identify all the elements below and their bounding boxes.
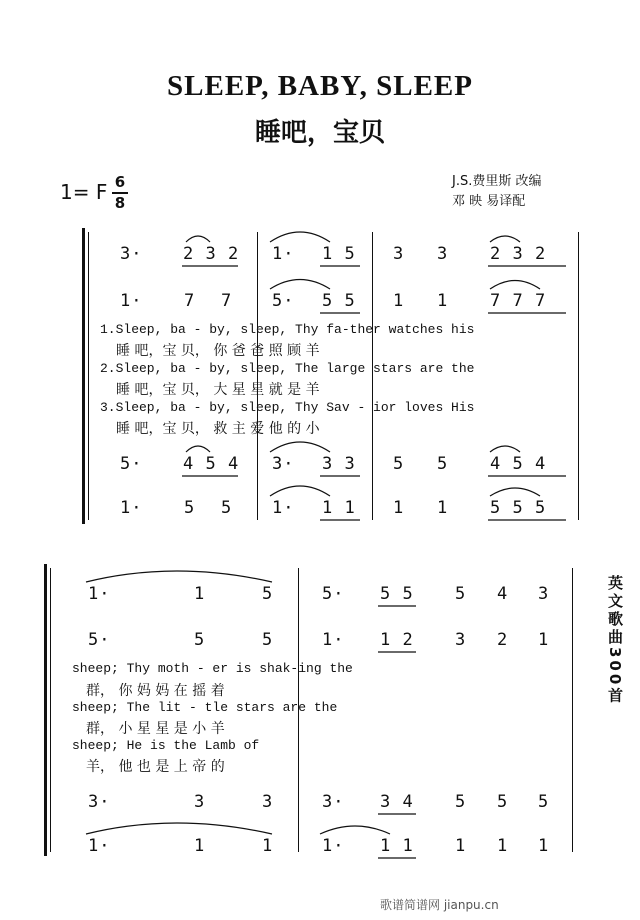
note: 1· [322, 836, 345, 856]
watermark: 歌谱简谱网 jianpu.cn [380, 898, 499, 912]
slur [490, 236, 520, 242]
lyric-line-en: sheep; He is the Lamb of [72, 738, 260, 753]
song-title: SLEEP, BABY, SLEEP [167, 70, 473, 102]
note: 5· [120, 454, 143, 474]
note: 1· [88, 836, 111, 856]
note: 1 5 [322, 244, 356, 264]
note: 5 [497, 792, 509, 812]
note: 1· [120, 291, 143, 311]
lyric-line-cn: 睡 吧，宝 贝， 大 星 星 就 是 羊 [116, 382, 320, 398]
note: 5 [437, 454, 449, 474]
note: 5 [194, 630, 206, 650]
slur [186, 236, 210, 242]
note: 1 1 [322, 498, 356, 518]
note: 1 [194, 836, 206, 856]
song-subtitle: 睡吧，宝贝 [254, 118, 385, 148]
slur [320, 826, 390, 834]
lyric-line-cn: 群， 你 妈 妈 在 摇 着 [86, 683, 225, 699]
note: 7 7 7 [490, 291, 547, 311]
note: 1 [194, 584, 206, 604]
note: 3 [437, 244, 449, 264]
note: 3 [393, 244, 405, 264]
note: 4 5 4 [183, 454, 240, 474]
note: 3 [538, 584, 550, 604]
note: 1 1 [380, 836, 414, 856]
time-signature-top: 6 [114, 173, 126, 191]
note: 3· [322, 792, 345, 812]
note: 4 [497, 584, 509, 604]
slur [270, 232, 330, 242]
note: 3· [120, 244, 143, 264]
slur [270, 442, 330, 452]
note: 5 [455, 584, 467, 604]
note: 5 [393, 454, 405, 474]
lyric-line-cn: 群， 小 星 星 是 小 羊 [86, 721, 225, 737]
lyric-line-cn: 睡 吧，宝 贝， 救 主 爱 他 的 小 [116, 421, 320, 437]
note: 1 [437, 498, 449, 518]
note: 5 5 5 [490, 498, 547, 518]
translator-credit: 邓 映 易译配 [452, 194, 526, 209]
note: 5· [322, 584, 345, 604]
lyric-line-en: sheep; Thy moth - er is shak-ing the [72, 661, 353, 676]
note: 3 3 [322, 454, 356, 474]
lyric-line-en: sheep; The lit - tle stars are the [72, 700, 338, 715]
note: 5 5 [322, 291, 356, 311]
note: 5 [262, 584, 274, 604]
lyric-line-cn: 羊， 他 也 是 上 帝 的 [86, 759, 225, 775]
note: 1 [455, 836, 467, 856]
slur [86, 571, 272, 582]
slur [186, 446, 210, 452]
note: 1 [497, 836, 509, 856]
note: 2 3 2 [183, 244, 240, 264]
note: 7 [184, 291, 196, 311]
note: 2 [497, 630, 509, 650]
note: 1 [393, 291, 405, 311]
note: 3 4 [380, 792, 414, 812]
lyric-line-cn: 睡 吧，宝 贝， 你 爸 爸 照 顾 羊 [116, 343, 320, 359]
note: 5· [272, 291, 295, 311]
note: 5 [221, 498, 233, 518]
slur [490, 281, 540, 290]
note: 1· [120, 498, 143, 518]
slur [490, 488, 540, 496]
note: 4 5 4 [490, 454, 547, 474]
note: 2 3 2 [490, 244, 547, 264]
note: 5 5 [380, 584, 414, 604]
lyric-line-en: 1.Sleep, ba - by, sleep, Thy fa-ther watches his [100, 322, 475, 337]
lyric-line-en: 3.Sleep, ba - by, sleep, Thy Sav - ior loves His [100, 400, 475, 415]
note: 3· [88, 792, 111, 812]
time-signature-bottom: 8 [114, 194, 126, 212]
slur [270, 280, 330, 290]
slur [490, 446, 520, 452]
note: 7 [221, 291, 233, 311]
key-signature: 1= F [60, 180, 108, 204]
note: 1 [538, 836, 550, 856]
note: 3 [194, 792, 206, 812]
note: 1· [88, 584, 111, 604]
note: 1 [538, 630, 550, 650]
note: 1 2 [380, 630, 414, 650]
note: 3 [262, 792, 274, 812]
lyric-line-en: 2.Sleep, ba - by, sleep, The large stars are the [100, 361, 475, 376]
note: 5 [455, 792, 467, 812]
note: 1· [322, 630, 345, 650]
note: 5 [538, 792, 550, 812]
note: 1 [393, 498, 405, 518]
slur [86, 823, 272, 834]
note: 5 [262, 630, 274, 650]
slur [270, 486, 330, 496]
book-title-sidebar: 英文歌曲300首 [606, 575, 624, 706]
note: 5· [88, 630, 111, 650]
note: 1 [437, 291, 449, 311]
arranger-credit: J.S.费里斯 改编 [452, 174, 542, 189]
note: 1· [272, 244, 295, 264]
note: 1 [262, 836, 274, 856]
note: 5 [184, 498, 196, 518]
note: 3· [272, 454, 295, 474]
note: 1· [272, 498, 295, 518]
note: 3 [455, 630, 467, 650]
